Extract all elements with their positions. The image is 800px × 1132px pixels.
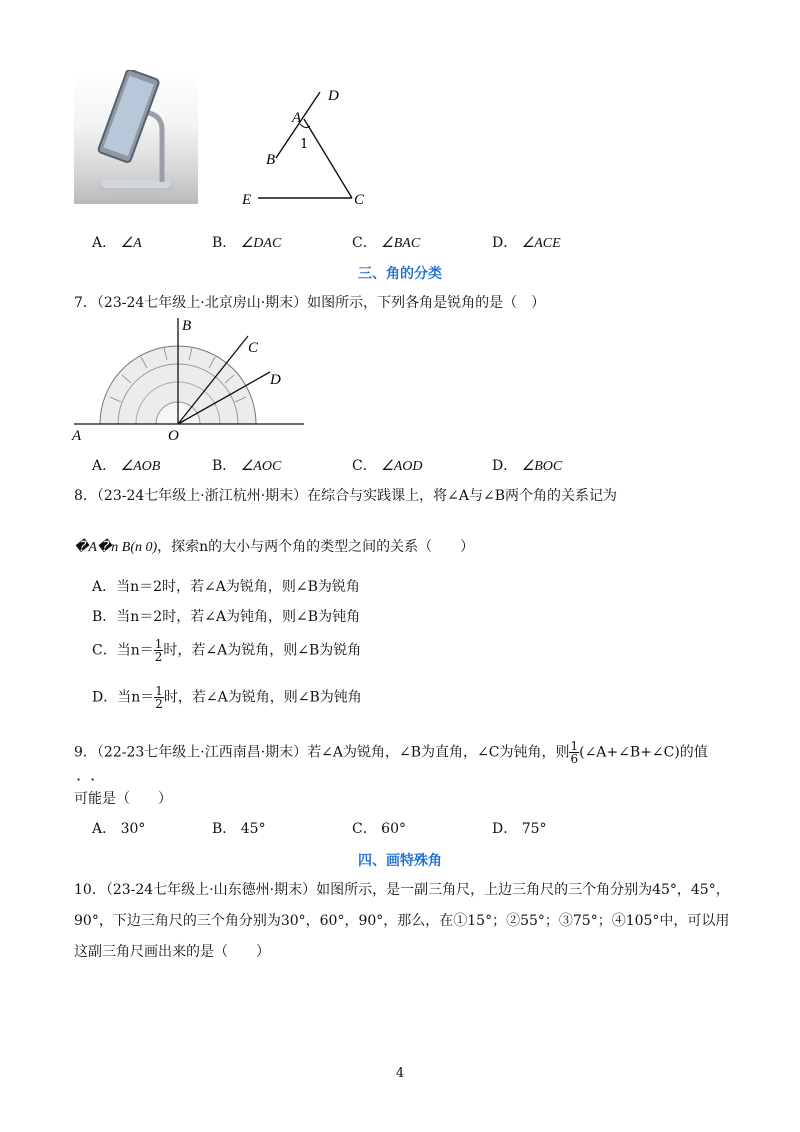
fraction-one-sixth: $\frac{1}{6}$ (570, 739, 579, 766)
label-d: D (328, 88, 339, 104)
label-c: C (354, 192, 365, 208)
q6-option-b[interactable]: B． ∠DAC (212, 235, 282, 251)
q6-option-a[interactable]: A． ∠A (92, 235, 142, 251)
section-heading-4: 四、画特殊角 (358, 853, 442, 869)
q8-option-d[interactable]: D．当n＝ $\frac{1}{2}$ 时，若∠A为锐角，则∠B为钝角 (92, 684, 362, 711)
q8-stem-line2 (74, 536, 474, 556)
page-number: 4 (395, 1066, 405, 1081)
q10-stem-line1: 10．（23-24七年级上·山东德州·期末）如图所示，是一副三角尺，上边三角尺的三个角分别为45°，45°， (74, 882, 730, 898)
q8-option-a[interactable]: A．当n＝2时，若∠A为锐角，则∠B为锐角 (92, 579, 360, 595)
q8-formula: �A�n B(n 0) (74, 540, 158, 555)
tablet-stand-photo (74, 70, 198, 204)
label-b: B (266, 152, 276, 168)
q7-option-c[interactable]: C． ∠AOD (352, 458, 423, 474)
q9-option-b[interactable]: B． 45° (212, 821, 266, 837)
q8-option-c[interactable]: C．当n＝ $\frac{1}{2}$ 时，若∠A为锐角，则∠B为锐角 (92, 637, 362, 664)
section-heading-3: 三、角的分类 (358, 266, 442, 282)
label-c: C (248, 340, 259, 356)
label-a: A (72, 428, 82, 442)
fraction-one-half: $\frac{1}{2}$ (155, 684, 163, 711)
fraction-one-half: $\frac{1}{2}$ (154, 637, 163, 664)
q10-stem-line2: 90°，下边三角尺的三个角分别为30°，60°，90°，那么，在①15°；②55°；③75°；④105°中，可以用 (74, 913, 730, 929)
q7-stem: 7．（23-24七年级上·北京房山·期末）如图所示，下列各角是锐角的是（ ） (74, 295, 546, 311)
label-o: O (168, 428, 179, 442)
label-d: D (270, 372, 281, 388)
q7-option-d[interactable]: D． ∠BOC (492, 458, 563, 474)
q9-stem: 9．（22-23七年级上·江西南昌·期末）若∠A为锐角，∠B为直角，∠C为钝角，则 $\frac{1}{6}$ (∠A+∠B+∠C)的值 (74, 739, 708, 766)
q7-protractor-diagram (66, 312, 366, 442)
q9-option-a[interactable]: A． 30° (92, 821, 146, 837)
emphasis-dots: · · (76, 770, 98, 789)
label-angle-1: 1 (300, 137, 309, 152)
q9-stem-line2: 可能是（ ） (74, 791, 172, 807)
q6-option-d[interactable]: D． ∠ACE (492, 235, 561, 251)
tablet-stand-illustration (74, 70, 198, 204)
q6-geometry-diagram (230, 80, 380, 215)
q8-stem: 8．（23-24七年级上·浙江杭州·期末）在综合与实践课上，将∠A与∠B两个角的关系记为 (74, 488, 618, 504)
label-b: B (182, 318, 192, 334)
q7-option-b[interactable]: B． ∠AOC (212, 458, 282, 474)
label-a: A (292, 110, 302, 126)
q9-option-c[interactable]: C． 60° (352, 821, 406, 837)
q8-stem-line2-text: ，探索n的大小与两个角的类型之间的关系（ ） (157, 539, 475, 555)
q7-option-a[interactable]: A． ∠AOB (92, 458, 161, 474)
q9-option-d[interactable]: D． 75° (492, 821, 547, 837)
line-ac (304, 119, 352, 198)
label-e: E (242, 192, 252, 208)
q6-option-c[interactable]: C． ∠BAC (352, 235, 421, 251)
q10-stem-line3: 这副三角尺画出来的是（ ） (74, 944, 270, 960)
q8-option-b[interactable]: B．当n＝2时，若∠A为钝角，则∠B为钝角 (92, 609, 361, 625)
